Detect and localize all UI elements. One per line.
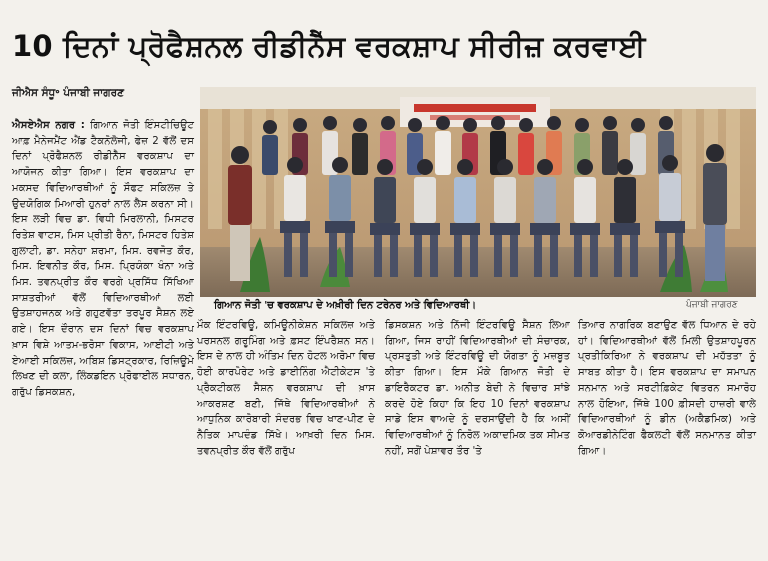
article-column-2: ਮੌਕ ਇੰਟਰਵਿਊ, ਕਮਿਊਨੀਕੇਸ਼ਨ ਸਕਿਲਜ਼ ਅਤੇ ਪਰਸਨਲ ਗਰੂਮਿੰਗ ਅਤੇ ਫ਼ਸਟ ਇੰਪਰੈਸ਼ਨ ਸਨ। ਇਸ ਦੇ ਨਾਲ ਹੀ ਅੰਤਿਮ ਦਿਨ ਹੋਟਲ ਅਰੋਮਾ ਵਿਚ ਹੋਈ ਕਾਰਪੋਰੇਟ ਅਤੇ ਡਾਈਨਿੰਗ ਐਟੀਕੇਟਸ 'ਤੇ ਪ੍ਰੈਕਟੀਕਲ ਸੈਸ਼ਨ ਵਰਕਸ਼ਾਪ ਦੀ ਖ਼ਾਸ ਆਕਰਸ਼ਣ ਬਣੀ, ਜਿੱਥੇ ਵਿਦਿਆਰਥੀਆਂ ਨੇ ਆਧੁਨਿਕ ਕਾਰੋਬਾਰੀ ਸੰਦਰਭ ਵਿਚ ਖਾਣ-ਪੀਣ ਦੇ ਨੈਤਿਕ ਮਾਪਦੰਡ ਸਿੱਖੇ। ਆਖ਼ਰੀ ਦਿਨ ਮਿਸ. ਤਵਨਪ੍ਰੀਤ ਕੌਰ ਵੱਲੋਂ ਗਰੁੱਪ <box>197 320 375 457</box>
photo-credit: ਪੰਜਾਬੀ ਜਾਗਰਣ <box>686 300 738 310</box>
group-photo-illustration <box>200 87 756 297</box>
article-column-3: ਡਿਸਕਸ਼ਨ ਅਤੇ ਨਿੱਜੀ ਇੰਟਰਵਿਊ ਸੈਸ਼ਨ ਲਿਆ ਗਿਆ, ਜਿਸ ਰਾਹੀਂ ਵਿਦਿਆਰਥੀਆਂ ਦੀ ਸੰਚਾਰਕ, ਪ੍ਰਸਤੁਤੀ ਅਤੇ ਇੰਟਰਵਿਊ ਦੀ ਯੋਗਤਾ ਨੂੰ ਮਜ਼ਬੂਤ ਕੀਤਾ ਗਿਆ। ਇਸ ਮੌਕੇ ਗਿਆਨ ਜੋਤੀ ਦੇ ਡਾਇਰੈਕਟਰ ਡਾ. ਅਨੀਤ ਬੇਦੀ ਨੇ ਵਿਚਾਰ ਸਾਂਝੇ ਕਰਦੇ ਹੋਏ ਕਿਹਾ ਕਿ ਇਹ 10 ਦਿਨਾਂ ਵਰਕਸ਼ਾਪ ਸਾਡੇ ਇਸ ਵਾਅਦੇ ਨੂੰ ਦਰਸਾਉਂਦੀ ਹੈ ਕਿ ਅਸੀਂ ਵਿਦਿਆਰਥੀਆਂ ਨੂੰ ਨਿਰੋਲ ਅਕਾਦਮਿਕ ਤਕ ਸੀਮਤ ਨਹੀਂ, ਸਗੋਂ ਪੇਸ਼ਾਵਰ ਤੌਰ 'ਤੇ <box>385 320 570 457</box>
article-column-4: ਤਿਆਰ ਨਾਗਰਿਕ ਬਣਾਉਣ ਵੱਲ ਧਿਆਨ ਦੇ ਰਹੇ ਹਾਂ। ਵਿਦਿਆਰਥੀਆਂ ਵੱਲੋਂ ਮਿਲੀ ਉਤਸ਼ਾਹਪੂਰਨ ਪ੍ਰਤੀਕਿਰਿਆ ਨੇ ਵਰਕਸ਼ਾਪ ਦੀ ਮਹੱਤਤਾ ਨੂੰ ਸਾਬਤ ਕੀਤਾ ਹੈ। ਇਸ ਵਰਕਸ਼ਾਪ ਦਾ ਸਮਾਪਨ ਸਨਮਾਨ ਅਤੇ ਸਰਟੀਫ਼ਿਕੇਟ ਵਿਤਰਨ ਸਮਾਰੋਹ ਨਾਲ ਹੋਇਆ, ਜਿੱਥੇ 100 ਫ਼ੀਸਦੀ ਹਾਜ਼ਰੀ ਵਾਲੇ ਵਿਦਿਆਰਥੀਆਂ ਨੂੰ ਡੀਨ (ਅਕੈਡਮਿਕ) ਅਤੇ ਕੋਆਰਡੀਨੇਟਿੰਗ ਫੈਕਲਟੀ ਵੱਲੋਂ ਸਨਮਾਨਤ ਕੀਤਾ ਗਿਆ। <box>578 320 756 457</box>
article-column-1 <box>12 118 194 401</box>
column-1-text: ਗਿਆਨ ਜੋਤੀ ਇੰਸਟੀਚਿਊਟ ਆਫ਼ ਮੈਨੇਜਮੈਂਟ ਐਂਡ ਟੈਕਨੋਲੋਜੀ, ਫੇਜ਼ 2 ਵੱਲੋਂ ਦਸ ਦਿਨਾਂ ਪ੍ਰੋਫੈਸ਼ਨਲ ਰੀਡੀਨੈੱਸ ਵਰਕਸ਼ਾਪ ਦਾ ਆਯੋਜਨ ਕੀਤਾ ਗਿਆ। ਇਸ ਵਰਕਸ਼ਾਪ ਦਾ ਮਕਸਦ ਵਿਦਿਆਰਥੀਆਂ ਨੂੰ ਸੌਫਟ ਸਕਿਲਜ਼ ਤੇ ਉਦਯੋਗਿਕ ਮਿਆਰੀ ਹੁਨਰਾਂ ਨਾਲ ਲੈਸ ਕਰਨਾ ਸੀ। ਇਸ ਲੜੀ ਵਿਚ ਡਾ. ਵਿਧੀ ਮਿਰਲਾਨੀ, ਮਿਸਟਰ ਰਿਤੇਸ਼ ਵਾਟਸ, ਮਿਸ ਪ੍ਰੀਤੀ ਰੈਨਾ, ਮਿਸਟਰ ਹਿਤੇਸ਼ ਗੁਲਾਟੀ, ਡਾ. ਸਨੇਹਾ ਸ਼ਰਮਾ, ਮਿਸ. ਰਵਜੋਤ ਕੌਰ, ਮਿਸ. ਇਵਨੀਤ ਕੌਰ, ਮਿਸ. ਪ੍ਰਿਯੰਕਾ ਖੰਨਾ ਅਤੇ ਮਿਸ. ਤਵਨਪ੍ਰੀਤ ਕੌਰ ਵਰਗੇ ਪ੍ਰਸਿੱਧ ਸਿੱਖਿਆ ਸਾਸ਼ਤਰੀਆਂ ਵੱਲੋਂ ਵਿਦਿਆਰਥੀਆਂ ਲਈ ਉਤਸ਼ਾਹਜਨਕ ਅਤੇ ਗਹੁਣਵੱਤਾ ਤਰਪੂਰ ਸੈਸ਼ਨ ਲਏ ਗਏ। ਇਸ ਦੌਰਾਨ ਦਸ ਦਿਨਾਂ ਵਿਚ ਵਰਕਸ਼ਾਪ ਖ਼ਾਸ ਵਿਸ਼ੇ ਆਤਮ-ਭਰੋਸਾ ਵਿਕਾਸ, ਆਈਟੀ ਅਤੇ ਏਆਈ ਸਕਿਲਜ਼, ਅਬਿਸ਼ ਡਿਸਟ੍ਰਕਾਰ, ਰਿਜ਼ਿਊਮੇ ਲਿਖਣ ਦੀ ਕਲਾ, ਲਿੰਕਡਇਨ ਪ੍ਰੋਫਾਈਲ ਸਧਾਰਨ, ਗਰੁੱਪ ਡਿਸਕਸ਼ਨ, <box>12 120 194 398</box>
photo-caption: ਗਿਆਨ ਜੋਤੀ 'ਚ ਵਰਕਸ਼ਾਪ ਦੇ ਅਖ਼ੀਰੀ ਦਿਨ ਟਰੇਨਰ ਅਤੇ ਵਿਦਿਆਰਥੀ। <box>214 300 477 311</box>
headline: 10 ਦਿਨਾਂ ਪ੍ਰੋਫੈਸ਼ਨਲ ਰੀਡੀਨੈੱਸ ਵਰਕਸ਼ਾਪ ਸੀਰੀਜ਼ ਕਰਵਾਈ <box>12 29 646 63</box>
byline: ਜੀਐਸ ਸੰਧੂ॰ ਪੰਜਾਬੀ ਜਾਗਰਣ <box>12 87 124 99</box>
group-photo <box>200 87 756 297</box>
dateline: ਐਸਏਐਸ ਨਗਰ : <box>12 120 85 131</box>
